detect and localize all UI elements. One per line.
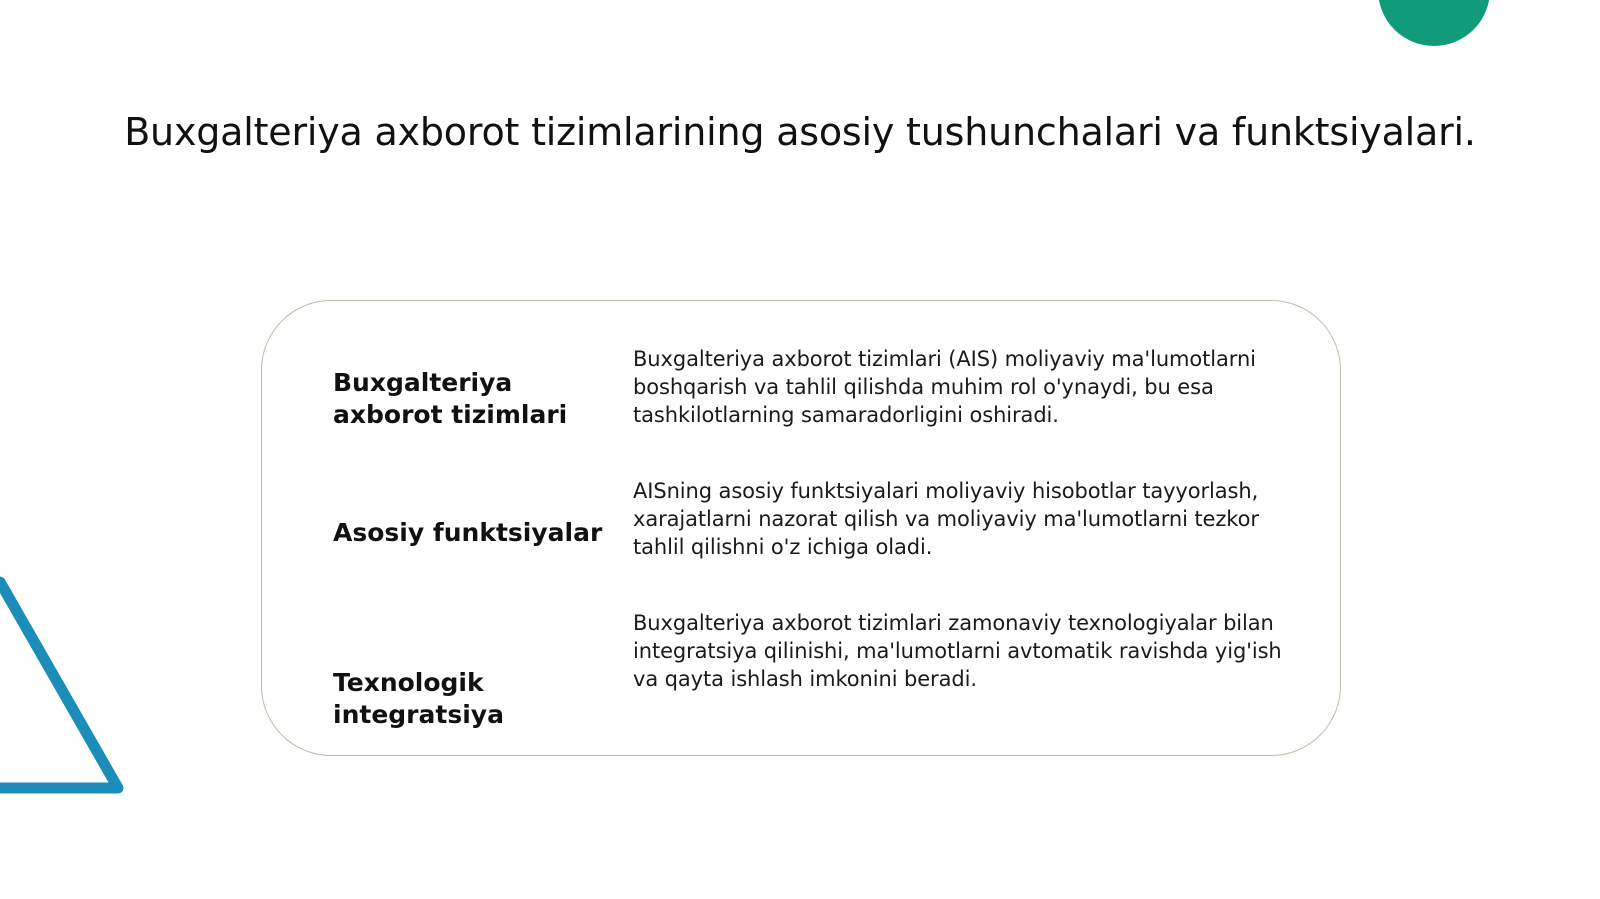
row-label: Asosiy funktsiyalar	[333, 518, 603, 547]
triangle-outline	[0, 582, 118, 788]
row-description: Buxgalteriya axborot tizimlari (AIS) moliyaviy ma'lumotlarni boshqarish va tahlil qilishda muhim rol o'ynaydi, bu esa tashkilotlarning samaradorligini oshiradi.	[633, 347, 1256, 427]
row-label: Buxgalteriya axborot tizimlari	[333, 368, 568, 429]
row-description: Buxgalteriya axborot tizimlari zamonaviy texnologiyalar bilan integratsiya qilinishi, ma'lumotlarni avtomatik ravishda yig'ish va qayta ishlash imkonini beradi.	[633, 611, 1282, 691]
content-card	[261, 300, 1341, 756]
row-description: AISning asosiy funktsiyalari moliyaviy hisobotlar tayyorlash, xarajatlarni nazorat qilish va moliyaviy ma'lumotlarni tezkor tahlil qilishni o'z ichiga oladi.	[633, 479, 1259, 559]
slide-title: Buxgalteriya axborot tizimlarining asosiy tushunchalari va funktsiyalari.	[124, 110, 1476, 154]
row-label: Texnologik integratsiya	[333, 668, 504, 729]
blue-triangle-outline-decoration	[0, 560, 140, 820]
green-circle-decoration	[1378, 0, 1490, 46]
